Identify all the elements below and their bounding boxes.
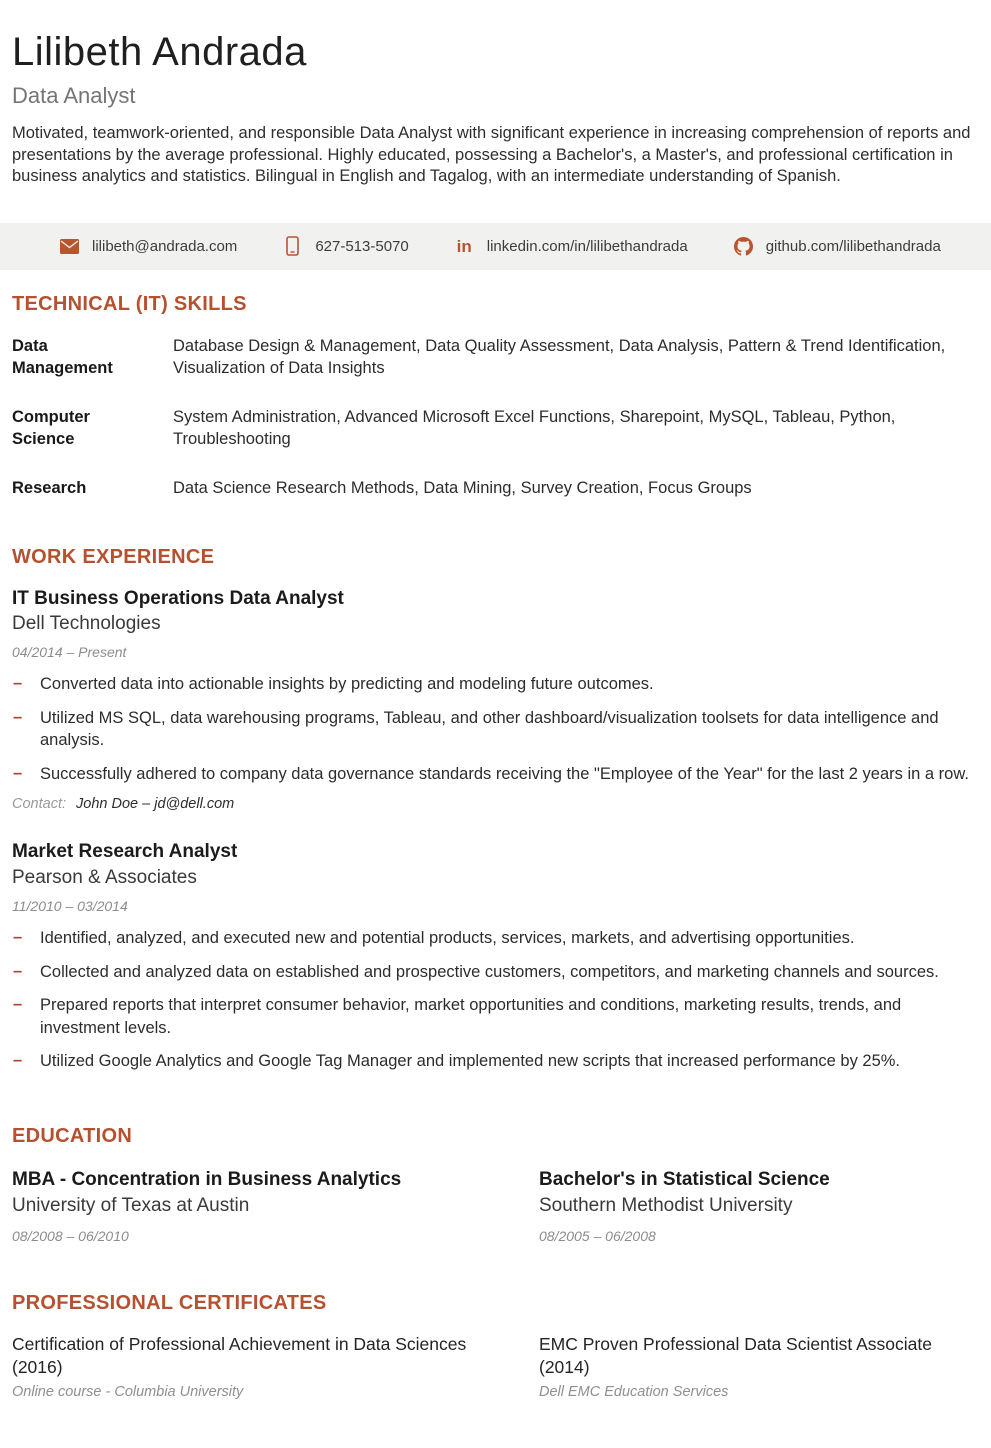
job-bullet-list [12, 927, 977, 1073]
job-company: Dell Technologies [12, 613, 161, 635]
job-bullet: – Converted data into actionable insights by predicting and modeling future outcomes. [12, 673, 977, 696]
email-icon [60, 237, 79, 256]
github-icon [734, 237, 753, 256]
contact-phone-text: 627-513-5070 [315, 237, 409, 255]
job-title: Market Research Analyst [12, 841, 238, 863]
degree-school: University of Texas at Austin [12, 1195, 250, 1217]
job-entry-pearson [12, 841, 977, 1072]
certificate-entry-columbia [12, 1333, 539, 1400]
certificate-title: Certification of Professional Achievement in Data Sciences (2016) [12, 1334, 467, 1378]
job-bullet: – Successfully adhered to company data governance standards receiving the "Employee of the Year" for the last 2 years in a row. [12, 763, 977, 786]
section-work-experience [12, 546, 977, 1073]
contact-github[interactable] [734, 237, 941, 256]
skill-row-data-management [12, 335, 977, 379]
degree-title: MBA - Concentration in Business Analytics [12, 1168, 402, 1190]
education-heading: EDUCATION [12, 1124, 133, 1147]
skill-items: Data Science Research Methods, Data Mining, Survey Creation, Focus Groups [173, 478, 752, 497]
degree-title: Bachelor's in Statistical Science [539, 1168, 830, 1190]
contact-linkedin-text: linkedin.com/in/lilibethandrada [486, 237, 688, 255]
education-entry-bachelors [539, 1168, 977, 1245]
section-education [12, 1125, 977, 1245]
job-reference-value: John Doe – jd@dell.com [76, 796, 235, 813]
contact-email-text: lilibeth@andrada.com [92, 237, 238, 255]
job-entry-dell [12, 588, 977, 813]
contact-github-text: github.com/lilibethandrada [765, 237, 941, 255]
job-bullet: – Identified, analyzed, and executed new and potential products, services, markets, and advertising opportunities. [12, 927, 977, 950]
skill-category: Research [12, 478, 87, 497]
certificates-heading: PROFESSIONAL CERTIFICATES [12, 1292, 327, 1315]
degree-dates: 08/2008 – 06/2010 [12, 1228, 129, 1245]
skill-items: System Administration, Advanced Microsoft Excel Functions, Sharepoint, MySQL, Tableau, Python, Troubleshooting [173, 407, 896, 448]
skill-category: Data Management [12, 336, 113, 377]
work-experience-heading: WORK EXPERIENCE [12, 545, 215, 568]
job-reference-label: Contact: [12, 796, 66, 813]
degree-dates: 08/2005 – 06/2008 [539, 1228, 656, 1245]
job-bullet-list [12, 673, 977, 785]
profile-summary: Motivated, teamwork-oriented, and responsible Data Analyst with significant experience in increasing comprehension of reports and presentations by the average professional. Highly educated, possessing a Bachelor's, a Master's, and professional certification in business analytics and statistics. Bilingual in English and Tagalog, with an intermediate understanding of Spanish. [12, 124, 971, 185]
candidate-name: Lilibeth Andrada [12, 30, 307, 74]
linkedin-icon: in [456, 236, 472, 256]
phone-icon [283, 237, 302, 256]
job-dates: 04/2014 – Present [12, 644, 127, 661]
resume-body [0, 293, 991, 1417]
education-entry-mba [12, 1168, 539, 1245]
certificate-title: EMC Proven Professional Data Scientist Associate (2014) [539, 1334, 932, 1378]
section-technical-skills [12, 293, 977, 499]
job-bullet: – Utilized Google Analytics and Google Tag Manager and implemented new scripts that increased performance by 25%. [12, 1050, 977, 1073]
section-professional-certificates [12, 1292, 977, 1416]
candidate-job-title: Data Analyst [12, 83, 136, 108]
job-bullet: – Collected and analyzed data on established and prospective customers, competitors, and marketing channels and sources. [12, 961, 977, 984]
job-title: IT Business Operations Data Analyst [12, 587, 344, 609]
technical-skills-heading: TECHNICAL (IT) SKILLS [12, 292, 247, 315]
contact-phone[interactable] [283, 237, 408, 256]
job-reference [12, 796, 977, 812]
job-bullet: – Utilized MS SQL, data warehousing programs, Tableau, and other dashboard/visualization toolsets for data intelligence and analysis. [12, 707, 977, 752]
certificate-subtitle: Online course - Columbia University [12, 1384, 244, 1401]
skill-row-research [12, 477, 977, 499]
skill-category: Computer Science [12, 407, 90, 448]
degree-school: Southern Methodist University [539, 1195, 793, 1217]
contact-bar [0, 223, 991, 270]
skill-items: Database Design & Management, Data Quality Assessment, Data Analysis, Pattern & Trend Identification, Visualization of Data Insights [173, 336, 946, 377]
job-dates: 11/2010 – 03/2014 [12, 898, 128, 915]
job-bullet: – Prepared reports that interpret consumer behavior, market opportunities and conditions, marketing results, trends, and investment levels. [12, 994, 977, 1039]
resume-header [0, 0, 991, 188]
contact-email[interactable] [60, 237, 237, 256]
skill-row-computer-science [12, 406, 977, 450]
job-company: Pearson & Associates [12, 867, 197, 889]
certificate-entry-emc [539, 1333, 977, 1400]
contact-linkedin[interactable] [455, 237, 688, 256]
certificate-subtitle: Dell EMC Education Services [539, 1384, 729, 1401]
